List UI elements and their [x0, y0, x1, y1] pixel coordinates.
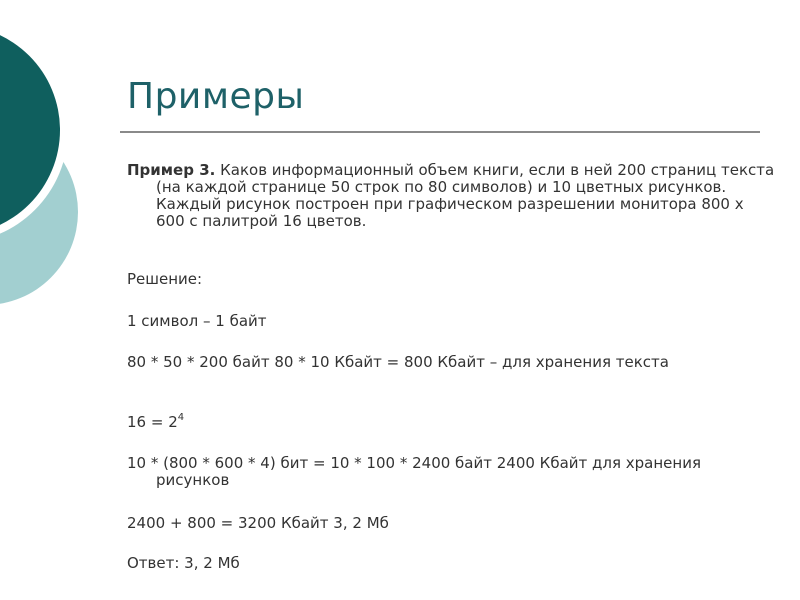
title-divider [120, 131, 760, 133]
line-images-calc: 10 * (800 * 600 * 4) бит = 10 * 100 * 2400 байт 2400 Кбайт для хранения рисунков [127, 454, 701, 489]
line-sum: 2400 + 800 = 3200 Кбайт 3, 2 Мб [127, 514, 389, 532]
line-text-calc: 80 * 50 * 200 байт 80 * 10 Кбайт = 800 Кбайт – для хранения текста [127, 353, 669, 371]
solution-label: Решение: [127, 270, 203, 288]
line-answer: Ответ: 3, 2 Мб [127, 554, 240, 572]
line-power-base: 16 = 2 [127, 413, 178, 431]
example-text: Каков информационный объем книги, если в ней 200 страниц текста (на каждой странице 50 строк по 80 символов) и 10 цветных рисунков. Каждый рисунок построен при графическом разрешении монитора 800 х 600 с палитрой 16 цветов. [156, 161, 775, 230]
example-paragraph [127, 162, 776, 230]
decorative-circles [0, 0, 120, 340]
slide-title: Примеры [127, 76, 305, 117]
example-label: Пример 3. [127, 161, 216, 179]
line-power-exponent: 4 [177, 412, 185, 423]
line-power [127, 414, 747, 431]
line-symbol: 1 символ – 1 байт [127, 312, 267, 330]
